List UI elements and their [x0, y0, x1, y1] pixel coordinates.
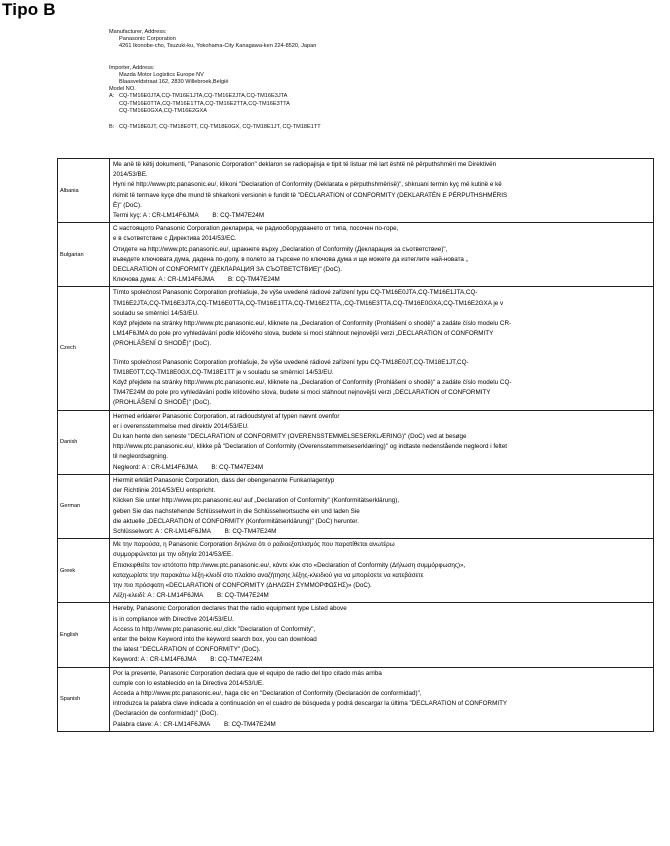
declaration-line: Tímto společnost Panasonic Corporation prohlašuje, že výše uvedené rádiové zařízení typu CQ-TM18E0JT,CQ-TM18E1JT,CQ-	[113, 358, 469, 366]
declaration-line: въведете ключовата дума, дадена по-долу, в полето за търсене по ключова дума и ще можете да изтеглите най-новата „	[113, 255, 468, 263]
model-b-label: B:	[109, 124, 115, 131]
declaration-line: er i overensstemmelse med direktiv 2014/53/EU.	[113, 422, 249, 430]
declaration-line: Du kan hente den seneste "DECLARATION of CONFORMITY (OVERENSSTEMMELSESERKLÆRING)" (DoC) ved at besøge	[113, 433, 467, 441]
declaration-line: introduzca la palabra clave indicada a continuación en el cuadro de búsqueda y podrá descargar la última "DECLARATION of CONFORMITY	[113, 700, 508, 708]
info-block	[109, 29, 649, 131]
declaration-line: (PROHLÁŠENÍ O SHODĚ)" (DoC).	[113, 399, 212, 407]
declaration-line: Hiermit erklärt Panasonic Corporation, dass der obengenannte Funkanlagentyp	[113, 476, 335, 484]
table-row	[58, 287, 654, 410]
declaration-text-cell	[110, 159, 654, 223]
declaration-line: Negleord: A : CR-LM14F6JMA B: CQ-TM47E24M	[113, 463, 264, 471]
declaration-text-cell	[110, 667, 654, 731]
declaration-line: С настоящото Panasonic Corporation декларира, че радиооборудването от типа, посочен по-горе,	[113, 225, 399, 233]
declaration-line: http://www.ptc.panasonic.eu/, klikke på "Declaration of Conformity (Overensstemmelseserklæring)" og indtaste nedenstående negleord i feltet	[113, 443, 508, 451]
table-row	[58, 159, 654, 223]
declaration-line: TM16E2JTA,CQ-TM16E3JTA,CQ-TM16E0TTA,CQ-TM16E1TTA,CQ-TM16E2TTA,,CQ-TM16E3TTA,CQ-TM16E0GXA,CQ-TM16E2GXA je v	[113, 299, 504, 307]
declaration-line: LM14F6JMA do pole pro vyhledávání podle klíčového slova, budete si moci stáhnout nejnovější verzi „DECLARATION of CONFORMITY	[113, 330, 494, 338]
declaration-line: Když přejdete na stránky http://www.ptc.panasonic.eu/, kliknete na „Declaration of Conformity (Prohlášení o shodě)" a zadáte číslo modelu CQ-	[113, 379, 512, 387]
declaration-line: souladu se směrnicí 14/53/EU.	[113, 309, 199, 317]
importer-label: Importer, Address:	[109, 64, 155, 71]
declaration-line: Hermed erklærer Panasonic Corporation, at radioudstyret af typen nævnt ovenfor	[113, 412, 340, 420]
declaration-line: Отидете на http://www.ptc.panasonic.eu/, щракнете върху „Declaration of Conformity (Декларация за съответствие)",	[113, 245, 448, 253]
declaration-line: 2014/53/BE.	[113, 171, 148, 179]
declaration-line: DECLARATION of CONFORMITY (ДЕКЛАРАЦИЯ ЗА СЪОТВЕТСТВИЕ)" (DoC).	[113, 266, 342, 274]
declaration-line: Ë)" (DoC).	[113, 201, 142, 209]
page-title: Tipo B	[2, 0, 56, 19]
declaration-line: is in compliance with Directive 2014/53/EU.	[113, 615, 234, 623]
model-a-line: CQ-TM16E0JTA,CQ-TM16E1JTA,CQ-TM16E2JTA,CQ-TM16E3JTA	[119, 93, 288, 100]
model-label: Model NO.	[109, 86, 136, 93]
declaration-text-cell	[110, 539, 654, 603]
country-cell: Czech	[58, 287, 110, 410]
country-cell: Albania	[58, 159, 110, 223]
declaration-line: Me anë të këtij dokumenti, "Panasonic Corporation" deklaron se radiopajisja e tipit të listuar më lart është në përputhshmëri me Direktivën	[113, 161, 497, 168]
declaration-line: geben Sie das nachstehende Schlüsselwort in die Schlüsselwortsuche ein und laden Sie	[113, 507, 360, 515]
declaration-line: Λέξη-κλειδί: A : CR-LM14F6JMA B: CQ-TM47E24M	[113, 592, 269, 600]
declaration-line: rkimit të termave kyçe dhe mund të shkarkoni versionin e fundit të "DECLARATION of CONFORMITY (DEKLARATËN E PËRPUTHSHMËRIS	[113, 191, 508, 199]
declaration-line: Hyni në http://www.ptc.panasonic.eu/, klikoni "Declaration of Conformity (Deklarata e përputhshmërisë)", shkruani termin kyç më kutinë e kë	[113, 181, 502, 189]
declaration-line: Keyword: A : CR-LM14F6JMA B: CQ-TM47E24M	[113, 656, 263, 664]
declaration-line: Ключова дума: A : CR-LM14F6JMA B: CQ-TM47E24M	[113, 276, 280, 284]
declaration-line: til negleordsøgning.	[113, 453, 168, 461]
model-b-line: CQ-TM18E0JT, CQ-TM18E0TT, CQ-TM18E0GX, CQ-TM18E1JT, CQ-TM18E1TT	[119, 124, 321, 131]
importer-address: Blaasveldstraat 162, 2830 Willebroek,België	[119, 79, 229, 86]
declaration-line: Schlüsselwort: A : CR-LM14F6JMA B: CQ-TM47E24M	[113, 527, 277, 535]
country-cell: Bulgarian	[58, 223, 110, 287]
table-row	[58, 223, 654, 287]
declaration-line: Klicken Sie unter http://www.ptc.panasonic.eu/ auf „Declaration of Conformity" (Konformitätserklärung),	[113, 497, 400, 505]
declaration-line: enter the below Keyword into the keyword search box, you can download	[113, 635, 317, 643]
declaration-line: е в съответствие с Директива 2014/53/ЕС.	[113, 235, 237, 243]
declaration-line: the latest "DECLARATION of CONFORMITY" (DoC).	[113, 646, 261, 654]
declaration-text-cell	[110, 287, 654, 410]
manufacturer-name: Panasonic Corporation	[119, 36, 176, 43]
declaration-line: Když přejdete na stránky http://www.ptc.panasonic.eu/, kliknete na „Declaration of Conformity (Prohlášení o shodě)" a zadáte číslo modelu CR-	[113, 320, 512, 328]
declaration-line: Επισκεφθείτε τον ιστότοπο http://www.ptc.panasonic.eu/, κάντε κλικ στο «Declaration of Conformity (Δήλωση συμμόρφωσης)»,	[113, 561, 466, 569]
table-row	[58, 474, 654, 538]
declaration-line: cumple con lo establecido en la Directiva 2014/53/UE.	[113, 679, 264, 687]
table-row	[58, 539, 654, 603]
declaration-line: Palabra clave: A : CR-LM14F6JMA B: CQ-TM47E24M	[113, 720, 276, 728]
country-cell: Greek	[58, 539, 110, 603]
declaration-text-cell	[110, 474, 654, 538]
manufacturer-address: 4261 Ikonobe-cho, Tsuzuki-ku, Yokohama-City Kanagawa-ken 224-8520, Japan	[119, 43, 317, 50]
declaration-line: Por la presente, Panasonic Corporation declara que el equipo de radio del tipo citado más arriba	[113, 669, 382, 677]
manufacturer-label: Manufacturer, Address:	[109, 29, 167, 35]
declaration-line: (Declaración de conformidad)" (DoC).	[113, 710, 219, 718]
declaration-line: TM18E0TT,CQ-TM18E0GX,CQ-TM18E1TT je v souladu se směrnicí 14/53/EU.	[113, 368, 334, 376]
model-a-line: CQ-TM16E0TTA,CQ-TM16E1TTA,CQ-TM16E2TTA,CQ-TM16E3TTA	[119, 100, 290, 107]
declaration-line: την πιο πρόσφατη «DECLARATION of CONFORMITY (ΔΗΛΩΣΗ ΣΥΜΜΟΡΦΩΣΗΣ)» (DoC).	[113, 581, 372, 589]
model-a-label: A:	[109, 93, 115, 100]
declaration-text-cell	[110, 603, 654, 667]
declaration-line: Access to http://www.ptc.panasonic.eu/,click "Declaration of Conformity",	[113, 625, 316, 633]
declaration-line: Με την παρούσα, η Panasonic Corporation δηλώνει ότι ο ραδιοεξοπλισμός που παρατίθεται ανωτέρω	[113, 541, 395, 549]
country-cell: English	[58, 603, 110, 667]
declaration-line: Hereby, Panasonic Corporation declares that the radio equipment type Listed above	[113, 605, 347, 613]
country-cell: Danish	[58, 410, 110, 474]
importer-name: Mazda Motor Logistics Europe NV	[119, 71, 204, 78]
declaration-line: Acceda a http://www.ptc.panasonic.eu/, haga clic en "Declaration of Conformity (Declaración de conformidad)",	[113, 689, 422, 697]
declaration-text-cell	[110, 410, 654, 474]
declaration-line: die aktuelle „DECLARATION of CONFORMITY (Konformitätserklärung)" (DoC) herunter.	[113, 517, 359, 525]
declaration-line: TM47E24M do pole pro vyhledávání podle klíčového slova, budete si moci stáhnout nejnovější verzi „DECLARATION of CONFORMITY	[113, 389, 491, 397]
declaration-line: συμμορφώνεται με την οδηγία 2014/53/ΕΕ.	[113, 551, 233, 559]
declaration-text-cell	[110, 223, 654, 287]
table-row	[58, 603, 654, 667]
declaration-line: Termi kyç: A : CR-LM14F6JMA B: CQ-TM47E24M	[113, 212, 265, 220]
declaration-line: (PROHLÁŠENÍ O SHODĚ)" (DoC).	[113, 340, 212, 348]
country-cell: Spanish	[58, 667, 110, 731]
declaration-line: der Richtlinie 2014/53/EU entspricht.	[113, 487, 216, 495]
declaration-line: Tímto společnost Panasonic Corporation prohlašuje, že výše uvedené rádiové zařízení typu CQ-TM16E0JTA,CQ-TM16E1JTA,CQ-	[113, 289, 478, 297]
declaration-line: καταχωρίστε την παρακάτω λέξη-κλειδί στο πλαίσιο αναζήτησης λέξης-κλειδιού για να μπορέσετε να κατεβάσετε	[113, 571, 424, 579]
country-cell: German	[58, 474, 110, 538]
table-row	[58, 410, 654, 474]
declaration-table	[57, 158, 654, 732]
table-row	[58, 667, 654, 731]
model-a-line: CQ-TM16E0GXA,CQ-TM16E2GXA	[119, 107, 207, 114]
